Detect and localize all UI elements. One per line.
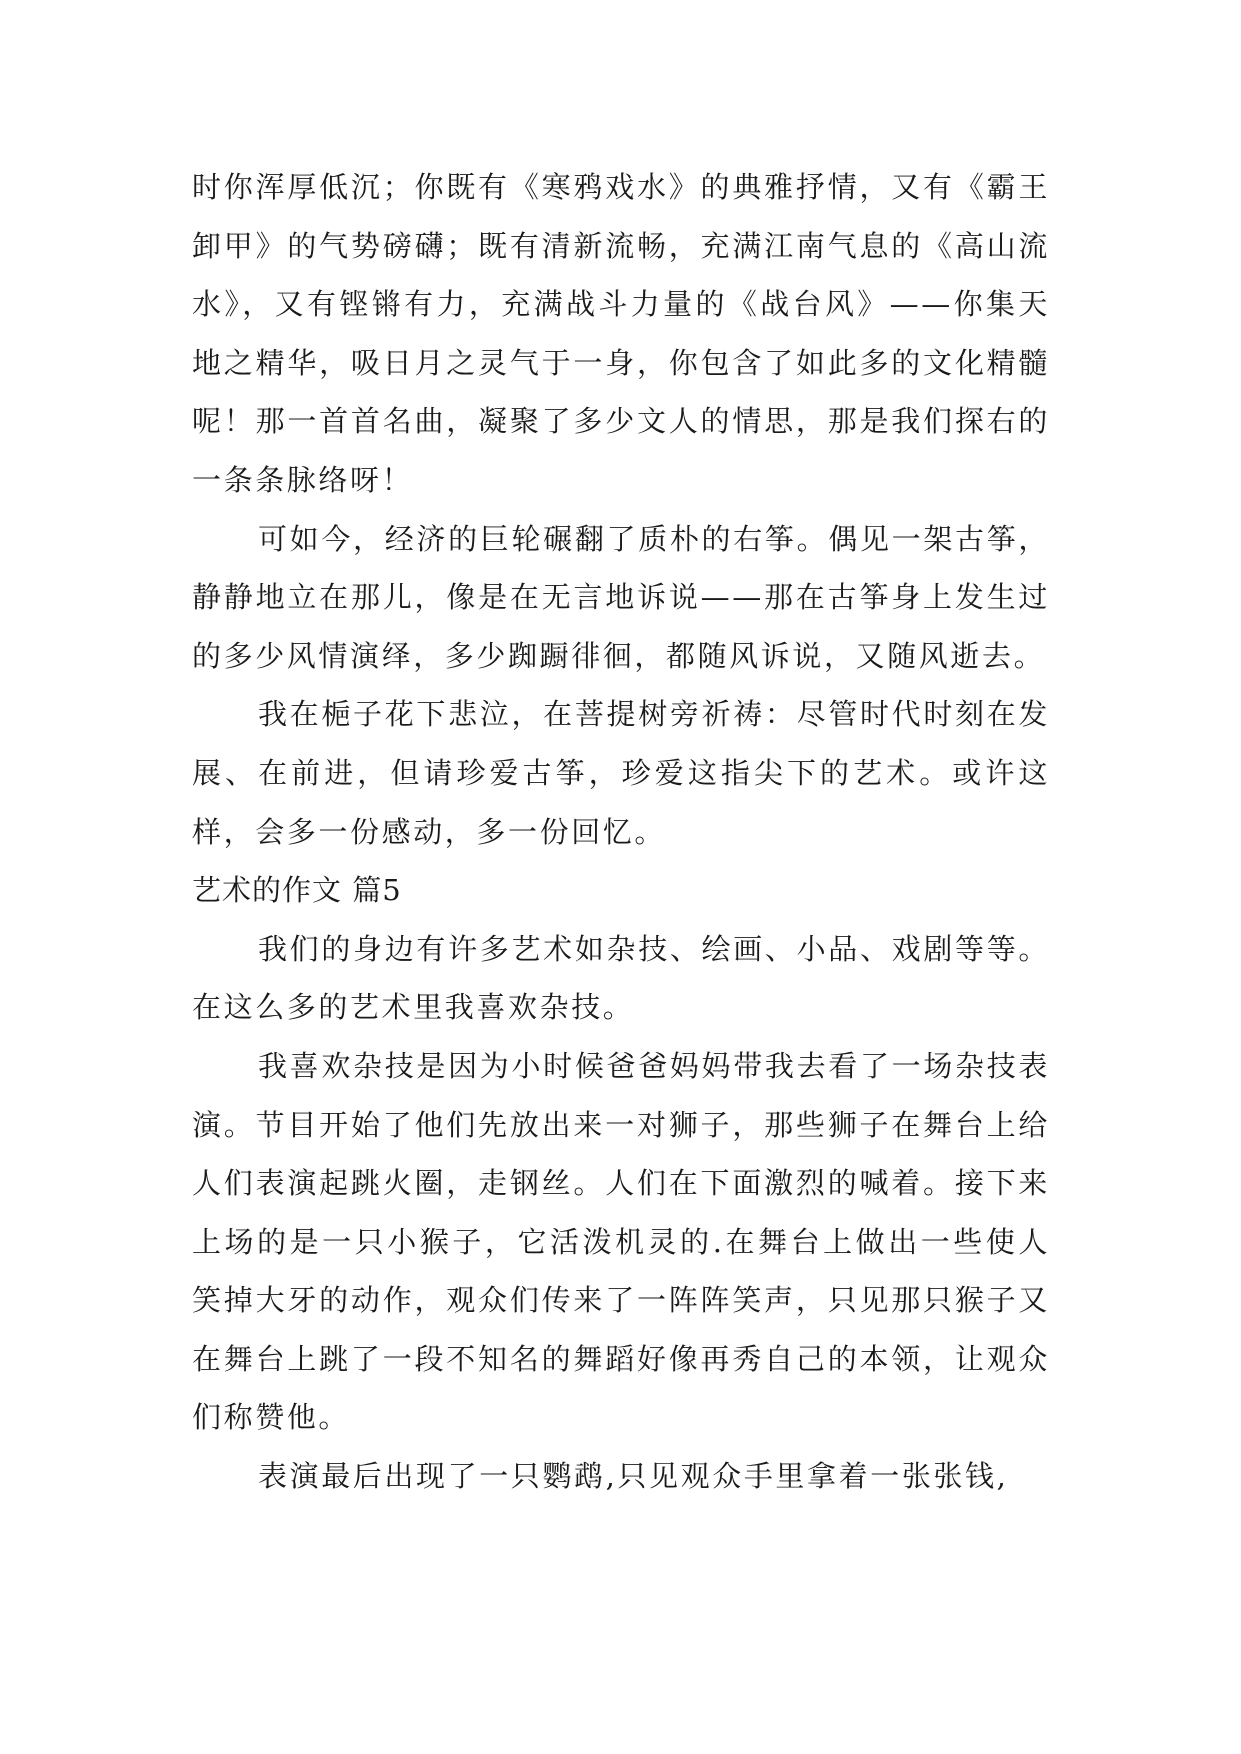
paragraph-arts-intro: 我们的身边有许多艺术如杂技、绘画、小品、戏剧等等。在这么多的艺术里我喜欢杂技。 (192, 931, 1050, 1025)
paragraph-parrot-act: 表演最后出现了一只鹦鹉,只见观众手里拿着一张张钱, (258, 1459, 1009, 1494)
paragraph-guzheng-decline: 可如今，经济的巨轮碾翻了质朴的右筝。偶见一架古筝，静静地立在那儿，像是在无言地诉说——那在古筝身上发生过的多少风情演绎，多少踟蹰徘徊，都随风诉说，又随风逝去。 (192, 521, 1050, 673)
paragraph-guzheng-prayer: 我在梔子花下悲泣，在菩提树旁祈祷：尽管时代时刻在发展、在前进，但请珍爱古筝，珍爱这指尖下的艺术。或许这样，会多一份感动，多一份回忆。 (192, 697, 1050, 849)
paragraph-guzheng-repertoire: 时你浑厚低沉；你既有《寒鸦戏水》的典雅抒情，又有《霸王卸甲》的气势磅礴；既有清新流畅，充满江南气息的《高山流水》，又有铿锵有力，充满战斗力量的《战台风》——你集天地之精华，吸日月之灵气于一身，你包含了如此多的文化精髓呢！那一首首名曲，凝聚了多少文人的情思，那是我们探右的一条条脉络呀！ (192, 170, 1050, 497)
document-page (192, 158, 1050, 1506)
paragraph-acrobatics-show: 我喜欢杂技是因为小时候爸爸妈妈带我去看了一场杂技表演。节目开始了他们先放出来一对狮子，那些狮子在舞台上给人们表演起跳火圈，走钢丝。人们在下面激烈的喊着。接下来上场的是一只小猴子，它活泼机灵的.在舞台上做出一些使人笑掉大牙的动作，观众们传来了一阵阵笑声，只见那只猴子又在舞台上跳了一段不知名的舞蹈好像再秀自己的本领，让观众们称赞他。 (192, 1048, 1050, 1435)
section-heading: 艺术的作文 篇5 (192, 873, 402, 908)
